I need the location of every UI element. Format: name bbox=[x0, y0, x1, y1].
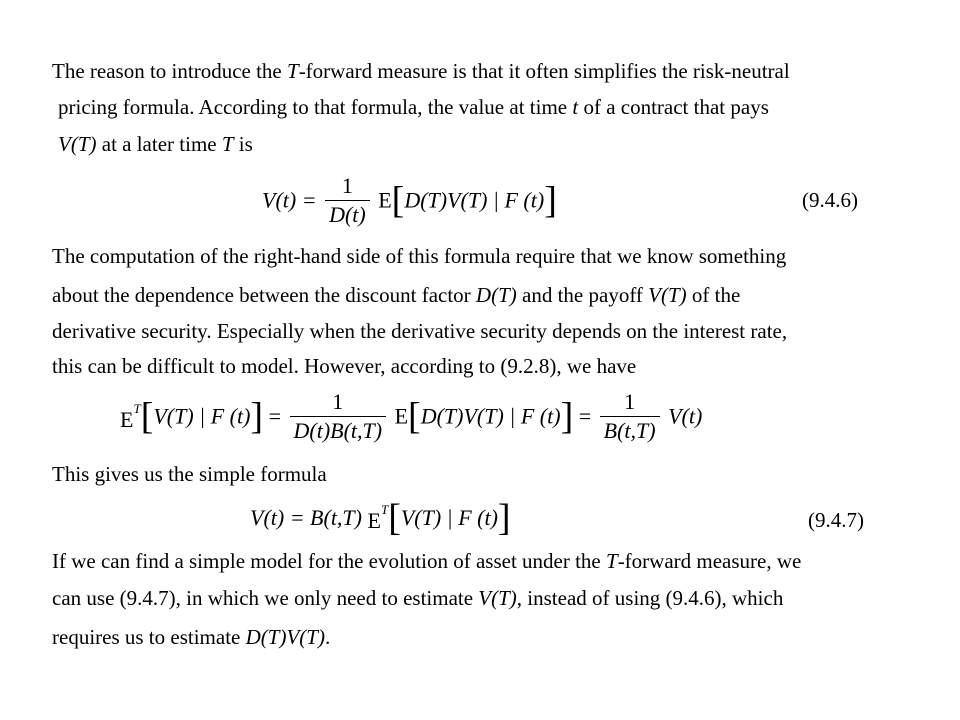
fraction-numerator: 1 bbox=[290, 388, 387, 417]
eq-lhs: V(t) = bbox=[262, 187, 317, 213]
fraction-numerator: 1 bbox=[325, 172, 370, 201]
eq-inner: V(T) | F (t) bbox=[153, 403, 251, 429]
superscript: T bbox=[133, 400, 141, 416]
math-var: T bbox=[221, 132, 234, 156]
eq-tail: V(t) bbox=[668, 403, 703, 429]
fraction-denominator: D(t)B(t,T) bbox=[293, 418, 383, 443]
right-bracket: ] bbox=[497, 497, 511, 539]
text: The computation of the right-hand side of this formula require that we know something bbox=[52, 244, 787, 268]
equation-label-9-4-6: (9.4.6) bbox=[802, 188, 858, 212]
fraction-denominator: D(t) bbox=[329, 202, 366, 227]
eq-lhs: V(t) = B(t,T) bbox=[250, 505, 362, 530]
text: and the payoff bbox=[516, 283, 649, 307]
math-expr: V(T) bbox=[478, 586, 517, 610]
e-letter: E bbox=[120, 406, 134, 432]
text: -forward measure, we bbox=[617, 549, 802, 573]
text: If we can find a simple model for the evolution of asset under the bbox=[52, 549, 606, 573]
expectation-symbol bbox=[120, 400, 141, 432]
fraction bbox=[290, 388, 387, 445]
math-var: t bbox=[572, 95, 579, 119]
eq-inner: D(T)V(T) | F (t) bbox=[404, 187, 545, 213]
text: of the bbox=[686, 283, 741, 307]
fraction bbox=[325, 172, 370, 229]
equation-label-9-4-7: (9.4.7) bbox=[808, 508, 864, 532]
para3-line1 bbox=[52, 461, 327, 487]
math-expr: V(T) bbox=[58, 132, 97, 156]
para2-line1 bbox=[52, 243, 786, 269]
text: pricing formula. According to that formula, the value at time bbox=[58, 95, 573, 119]
fraction bbox=[600, 388, 660, 445]
text: requires us to estimate bbox=[52, 625, 246, 649]
right-bracket: ] bbox=[544, 179, 557, 222]
text: this can be difficult to model. However, according to (9.2.8), we have bbox=[52, 354, 637, 378]
left-bracket: [ bbox=[391, 179, 405, 222]
fraction-numerator: 1 bbox=[600, 388, 660, 417]
expectation-symbol bbox=[367, 502, 389, 533]
right-bracket: ] bbox=[250, 395, 264, 438]
text: . bbox=[324, 625, 331, 649]
para1-line3 bbox=[58, 131, 253, 157]
text: is bbox=[233, 132, 253, 156]
para2-line2 bbox=[52, 282, 740, 308]
text: -forward measure is that it often simplifies the risk-neutral bbox=[298, 59, 790, 83]
text: This gives us the simple formula bbox=[52, 462, 327, 486]
equation-9-4-6 bbox=[262, 172, 557, 229]
equation-9-4-7 bbox=[250, 496, 511, 540]
equals-sign: = bbox=[268, 403, 281, 429]
text: , instead of using (9.4.6), which bbox=[516, 586, 784, 610]
eq-inner: D(T)V(T) | F (t) bbox=[420, 403, 561, 429]
text: at a later time bbox=[96, 132, 222, 156]
para2-line3 bbox=[52, 318, 787, 344]
equation-forward-expectation bbox=[120, 388, 702, 445]
left-bracket: [ bbox=[140, 395, 154, 438]
math-expr: V(T) bbox=[648, 283, 687, 307]
e-letter: E bbox=[367, 508, 381, 533]
para1-line1 bbox=[52, 58, 790, 84]
text: about the dependence between the discount factor bbox=[52, 283, 476, 307]
para4-line2 bbox=[52, 585, 783, 611]
fraction-denominator: B(t,T) bbox=[603, 418, 656, 443]
math-expr: D(T) bbox=[475, 283, 517, 307]
eq-inner: V(T) | F (t) bbox=[400, 505, 498, 530]
text: of a contract that pays bbox=[578, 95, 769, 119]
equals-sign: = bbox=[578, 403, 592, 429]
math-var: T bbox=[287, 59, 299, 83]
text: The reason to introduce the bbox=[52, 59, 287, 83]
expectation-symbol: E bbox=[394, 403, 409, 429]
text: derivative security. Especially when the derivative security depends on the interest rate, bbox=[52, 319, 788, 343]
para4-line1 bbox=[52, 548, 801, 574]
math-expr: D(T)V(T) bbox=[245, 625, 325, 649]
left-bracket: [ bbox=[408, 395, 421, 438]
text: can use (9.4.7), in which we only need to estimate bbox=[52, 586, 479, 610]
para1-line2 bbox=[58, 94, 769, 120]
para2-line4 bbox=[52, 353, 636, 379]
superscript: T bbox=[380, 502, 389, 517]
right-bracket: ] bbox=[560, 395, 574, 438]
expectation-symbol: E bbox=[378, 187, 392, 213]
left-bracket: [ bbox=[388, 497, 401, 539]
math-var: T bbox=[606, 549, 618, 573]
para4-line3 bbox=[52, 624, 330, 650]
